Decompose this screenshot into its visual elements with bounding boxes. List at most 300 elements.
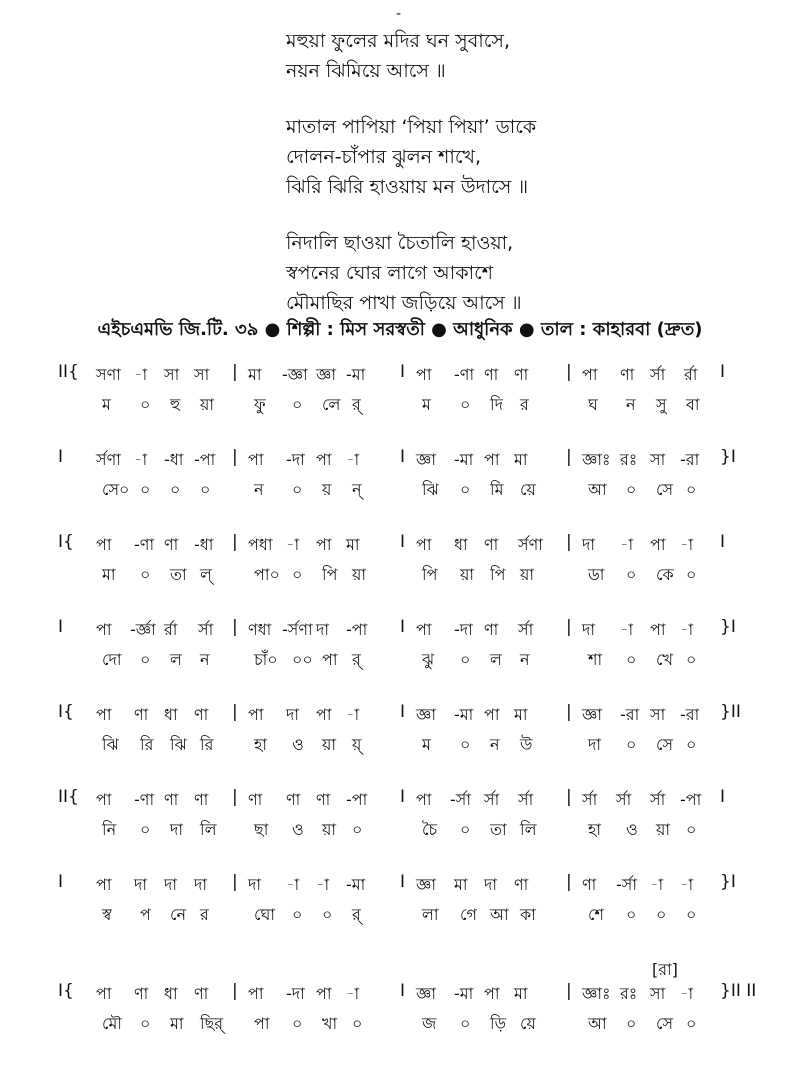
lyric-row [0,732,800,762]
lyric-syllable: ০ [686,905,697,924]
lyric-syllable: ন [254,480,264,499]
swara-note: রঃ [620,450,638,469]
swara-note: ণা [484,620,499,639]
beat-separator: | [232,702,238,722]
lyric-syllable: য় [322,480,332,499]
lyric-syllable: য়া [200,395,215,414]
poem-line: নিদালি ছাওয়া চৈতালি হাওয়া, [286,232,514,254]
swara-note: দা [134,875,148,894]
swara-note: দা [248,875,262,894]
notation-line [0,617,800,702]
lyric-syllable: ন [520,650,530,669]
lyric-syllable: ম [422,395,431,414]
lyric-syllable: চাঁ০ [254,650,278,669]
notation-line [0,702,800,787]
poem-line: স্বপনের ঘোর লাগে আকাশে [286,262,494,284]
swara-note: পা [316,535,332,554]
lyric-syllable: ০০ [292,650,313,669]
poem-line: মহুয়া ফুলের মদির ঘন সুবাসে, [286,30,511,52]
swara-note: মা [454,875,468,894]
swara-note: -পা [194,450,216,469]
beat-separator: I [400,447,406,467]
beat-separator: | [232,447,238,467]
swara-note: জ্ঞা [416,875,436,894]
swara-note: র্সা [198,620,214,639]
lyric-syllable: ন [626,395,636,414]
lyric-syllable: র [200,905,209,924]
swara-note: -া [680,984,694,1003]
lyric-syllable: সে [656,480,674,499]
lyric-syllable: ০ [292,905,303,924]
lyric-syllable: ল [490,650,502,669]
swara-note: -মা [346,365,366,384]
swara-note: দা [316,620,330,639]
beat-separator: | [566,981,572,1001]
lyric-syllable: ০ [292,480,303,499]
record-info-header: এইচএমভি জি.টি. ৩৯ ● শিল্পী : মিস সরস্বতী ● আধুনিক ● তাল : কাহারবা (দ্রুত) [97,319,703,340]
lyric-syllable: তা [170,565,187,584]
swara-note: -মা [454,450,474,469]
lyric-syllable: ০ [460,1014,471,1033]
lyric-syllable: ও [626,820,638,839]
lyric-row [0,647,800,677]
beat-separator: I [400,362,406,382]
lyric-syllable: ০ [170,480,181,499]
lyric-syllable: মা [170,1014,184,1033]
beat-separator: I [400,872,406,892]
swara-note: -ণা [134,535,155,554]
swara-note: ণা [194,984,209,1003]
lyric-syllable: য়্ [352,735,362,754]
lyric-syllable: লি [520,820,537,839]
lyric-syllable: কা [520,905,536,924]
lyric-syllable: ০ [140,820,151,839]
swara-note: র্সণা [518,535,543,554]
lyric-syllable: ০ [656,905,667,924]
lyric-syllable: য়া [322,820,337,839]
lyric-syllable: প [140,905,151,924]
swara-note: মা [514,450,528,469]
swara-note: পা [316,984,332,1003]
poem-stanza [286,112,536,202]
swara-note: পা [416,620,432,639]
swara-note: ণা [134,705,149,724]
swara-note: দা [286,705,300,724]
swara-note: ণা [164,790,179,809]
song-lyrics [286,26,536,344]
lyric-syllable: ০ [460,735,471,754]
lyric-syllable: য়া [352,565,367,584]
lyric-syllable: উ [520,735,533,754]
lyric-syllable: ০ [686,820,697,839]
swara-note: পা [96,620,112,639]
swara-row [0,617,800,647]
beat-separator: I [400,617,406,637]
lyric-syllable: ০ [140,1014,151,1033]
swara-note: ণা [620,365,635,384]
beat-separator: | [566,872,572,892]
poem-stanza [286,26,536,86]
swara-row [0,981,800,1011]
lyric-syllable: আ [490,905,509,924]
poem-line: মাতাল পাপিয়া ‘পিয়া পিয়া’ ডাকে [286,116,537,138]
lyric-row [0,477,800,507]
swara-note: ণধা [248,620,272,639]
beat-separator: | [232,617,238,637]
swara-note: -জ্ঞা [282,365,308,384]
lyric-syllable: সে০ [102,480,130,499]
lyric-syllable: খে [656,650,673,669]
swara-note: র্সা [650,790,666,809]
poem-line: মৌমাছির পাখা জড়িয়ে আসে ॥ [286,292,522,314]
swara-note: ণা [194,790,209,809]
swara-note: পা [248,984,264,1003]
lyric-row [0,902,800,932]
lyric-syllable: কে [656,565,674,584]
notation-line [0,787,800,872]
notation-line [0,981,800,1066]
beat-separator: I [400,702,406,722]
notation-line [0,872,800,957]
swara-note: সা [164,365,180,384]
lyric-syllable: ০ [460,820,471,839]
lyric-syllable: ফু [254,395,266,414]
lyric-syllable: চৈ [422,820,438,839]
lyric-syllable: নি [102,820,117,839]
swara-note: দা [582,620,596,639]
swara-note: -রা [680,450,700,469]
swara-note: -া [134,365,148,384]
swara-note: -ধা [194,535,214,554]
end-bar-mark: I [720,532,726,552]
poem-stanza [286,228,536,318]
swara-note: দা [484,875,498,894]
swara-note: পা [96,705,112,724]
lyric-syllable: আ [588,1014,607,1033]
lyric-syllable: রি [140,735,154,754]
annotation-label: [রা] [652,960,678,979]
swara-note: পা [96,535,112,554]
swara-note: -া [286,535,300,554]
swara-note: জ্ঞাঃ [582,984,611,1003]
start-bar-mark: I [58,617,64,637]
lyric-syllable: য়া [322,735,337,754]
swara-note: -া [346,450,360,469]
lyric-syllable: তা [490,820,507,839]
lyric-syllable: রি [200,735,214,754]
lyric-syllable: ল [170,650,182,669]
lyric-syllable: ০ [626,1014,637,1033]
lyric-syllable: সু [656,395,667,414]
start-bar-mark: II{ [58,787,79,807]
lyric-syllable: ম [422,735,431,754]
swara-note: ণা [164,535,179,554]
lyric-syllable: ০ [686,1014,697,1033]
lyric-syllable: গে [460,905,477,924]
lyric-syllable: ০ [200,480,211,499]
swara-note: -মা [454,705,474,724]
beat-separator: | [232,787,238,807]
lyric-syllable: ০ [626,905,637,924]
swara-note: পা [248,705,264,724]
lyric-syllable: ০ [460,480,471,499]
lyric-syllable: লে [322,395,341,414]
lyric-syllable: য়ে [520,1014,536,1033]
swara-note: -র্জ্ঞা [130,620,156,639]
lyric-syllable: ০ [686,650,697,669]
lyric-syllable: ঝি [102,735,119,754]
swara-note: দা [582,535,596,554]
lyric-syllable: ০ [626,565,637,584]
swara-note: র্সা [484,790,500,809]
swara-note: র্সা [518,620,534,639]
lyric-syllable: ০ [140,480,151,499]
swara-note: জ্ঞা [416,984,436,1003]
start-bar-mark: I{ [58,532,74,552]
swara-note: -া [346,705,360,724]
beat-separator: | [566,617,572,637]
swara-note: -া [316,875,330,894]
swara-row [0,532,800,562]
swara-note: পা [316,705,332,724]
end-bar-mark: }II [720,702,741,722]
lyric-syllable: ডা [588,565,605,584]
swara-note: -া [650,875,664,894]
swara-note: ণা [484,365,499,384]
lyric-syllable: সে [656,1014,674,1033]
lyric-syllable: হা [254,735,268,754]
swara-note: ণা [286,790,301,809]
lyric-syllable: ঝি [422,480,439,499]
swara-note: ণা [316,790,331,809]
swara-note: দা [164,875,178,894]
lyric-syllable: ০ [626,650,637,669]
lyric-syllable: লা [422,905,439,924]
lyric-syllable: য়া [656,820,671,839]
beat-separator: | [232,362,238,382]
swara-note: ধা [164,705,178,724]
lyric-syllable: ০ [686,565,697,584]
swara-note: -ণা [454,365,475,384]
lyric-syllable: ০ [292,565,303,584]
lyric-syllable: য়ে [520,480,536,499]
swara-note: সা [194,365,210,384]
beat-separator: | [232,981,238,1001]
lyric-syllable: পা [322,650,338,669]
swara-note: -া [680,875,694,894]
swara-note: -া [620,535,634,554]
lyric-syllable: পা০ [254,565,280,584]
lyric-syllable: ০ [140,650,151,669]
lyric-syllable: জ [422,1014,437,1033]
lyric-syllable: র্ [352,905,361,924]
beat-separator: | [566,787,572,807]
beat-separator: | [566,532,572,552]
lyric-syllable: র্ [352,650,361,669]
lyric-syllable: ড়ি [490,1014,507,1033]
lyric-syllable: পা [254,1014,270,1033]
swara-note: -রা [680,705,700,724]
swara-note: পা [416,365,432,384]
lyric-syllable: র [520,395,529,414]
swara-note: র্সা [582,790,598,809]
lyric-syllable: হু [170,395,181,414]
swara-note: সা [650,984,666,1003]
swara-note: দা [194,875,208,894]
beat-separator: | [232,872,238,892]
notation-line [0,447,800,532]
lyric-syllable: ও [292,735,304,754]
swara-note: মা [346,535,360,554]
notation-line [0,362,800,447]
lyric-syllable: দি [490,395,503,414]
swara-note: পা [316,450,332,469]
lyric-syllable: ০ [352,820,363,839]
swara-note: -দা [454,620,473,639]
lyric-syllable: ছির্ [200,1014,224,1033]
swara-note: র্সা [616,790,632,809]
lyric-syllable: ঝি [170,735,187,754]
lyric-syllable: মা [102,565,116,584]
poem-line: ঝিরি ঝিরি হাওয়ায় মন উদাসে ॥ [286,176,529,198]
end-bar-mark: }II II [720,981,757,1001]
swara-note: সা [650,705,666,724]
swara-note: মা [514,984,528,1003]
swara-note: পা [248,450,264,469]
lyric-syllable: ঝু [422,650,435,669]
lyric-syllable: ন [200,650,210,669]
notation-line [0,532,800,617]
swara-note: -ণা [134,790,155,809]
swara-note: পা [650,620,666,639]
swara-note: র্সা [650,365,666,384]
beat-separator: I [400,787,406,807]
swara-note: পা [416,535,432,554]
swara-note: র্সণা [96,450,121,469]
swara-note: ণা [514,365,529,384]
swara-note: র্সা [518,790,534,809]
swara-note: পা [650,535,666,554]
end-bar-mark: }I [720,872,736,892]
swara-note: জ্ঞা [416,705,436,724]
lyric-syllable: নে [170,905,187,924]
lyric-syllable: দো [102,650,122,669]
swara-note: -মা [454,984,474,1003]
swara-note: পা [416,790,432,809]
swara-note: সণা [96,365,121,384]
swara-note: ণা [514,875,529,894]
lyric-syllable: মি [490,480,504,499]
start-bar-mark: II{ [58,362,79,382]
swara-note: ণা [582,875,597,894]
swara-note: জ্ঞাঃ [582,450,611,469]
lyric-row [0,1011,800,1041]
lyric-syllable: শে [588,905,604,924]
swara-note: জ্ঞা [416,450,436,469]
swara-note: মা [514,705,528,724]
lyric-syllable: ০ [686,735,697,754]
swara-note: -দা [286,450,305,469]
lyric-syllable: লি [200,820,217,839]
end-bar-mark: I [720,362,726,382]
beat-separator: | [566,447,572,467]
lyric-syllable: ঘো [254,905,276,924]
swara-note: -র্সণা [282,620,313,639]
swara-note: পধা [248,535,273,554]
swara-note: -া [620,620,634,639]
lyric-row [0,817,800,847]
swara-note: ণা [194,705,209,724]
end-bar-mark: }I [720,447,736,467]
swara-note: ণা [484,535,499,554]
swara-note: -পা [680,790,702,809]
start-bar-mark: I{ [58,981,74,1001]
swara-note: রঃ [620,984,638,1003]
lyric-syllable: আ [588,480,607,499]
swara-note: -পা [346,620,368,639]
end-bar-mark: I [720,787,726,807]
swara-note: -র্সা [616,875,637,894]
lyric-syllable: য়া [520,565,535,584]
swara-note: ধা [454,535,468,554]
lyric-syllable: য়া [460,565,475,584]
lyric-row [0,392,800,422]
lyric-syllable: ০ [626,480,637,499]
poem-line: দোলন-চাঁপার ঝুলন শাখে, [286,146,482,168]
lyric-syllable: পি [322,565,338,584]
swara-note: -র্সা [450,790,471,809]
swaralipi-notation [0,362,800,1066]
swara-row [0,787,800,817]
swara-note: পা [484,450,500,469]
lyric-syllable: ০ [686,480,697,499]
lyric-syllable: ০ [460,650,471,669]
swara-note: পা [96,790,112,809]
lyric-syllable: র্ [352,395,361,414]
start-bar-mark: I{ [58,702,74,722]
start-bar-mark: I [58,872,64,892]
beat-separator: I [400,532,406,552]
swara-note: ণা [134,984,149,1003]
swara-note: জ্ঞা [316,365,336,384]
lyric-syllable: ০ [140,565,151,584]
swara-note: -া [134,450,148,469]
lyric-syllable: বা [686,395,700,414]
swara-note: -া [680,620,694,639]
lyric-syllable: ন্ [352,480,362,499]
poem-line: নয়ন ঝিমিয়ে আসে ॥ [286,60,446,82]
swara-note: পা [582,365,598,384]
swara-note: -া [346,984,360,1003]
lyric-row [0,562,800,592]
swara-note: -রা [620,705,640,724]
swara-note: ধা [164,984,178,1003]
lyric-syllable: পি [422,565,438,584]
lyric-syllable: ০ [322,905,333,924]
swara-row [0,702,800,732]
lyric-syllable: ছা [254,820,269,839]
swara-row [0,362,800,392]
swara-note: জ্ঞা [582,705,602,724]
lyric-syllable: ল্ [200,565,212,584]
swara-note: পা [96,875,112,894]
swara-note: -দা [286,984,305,1003]
swara-note: র্রা [164,620,178,639]
swara-row [0,447,800,477]
swara-row [0,872,800,902]
swara-note: পা [96,984,112,1003]
page-mark: - [396,6,402,22]
